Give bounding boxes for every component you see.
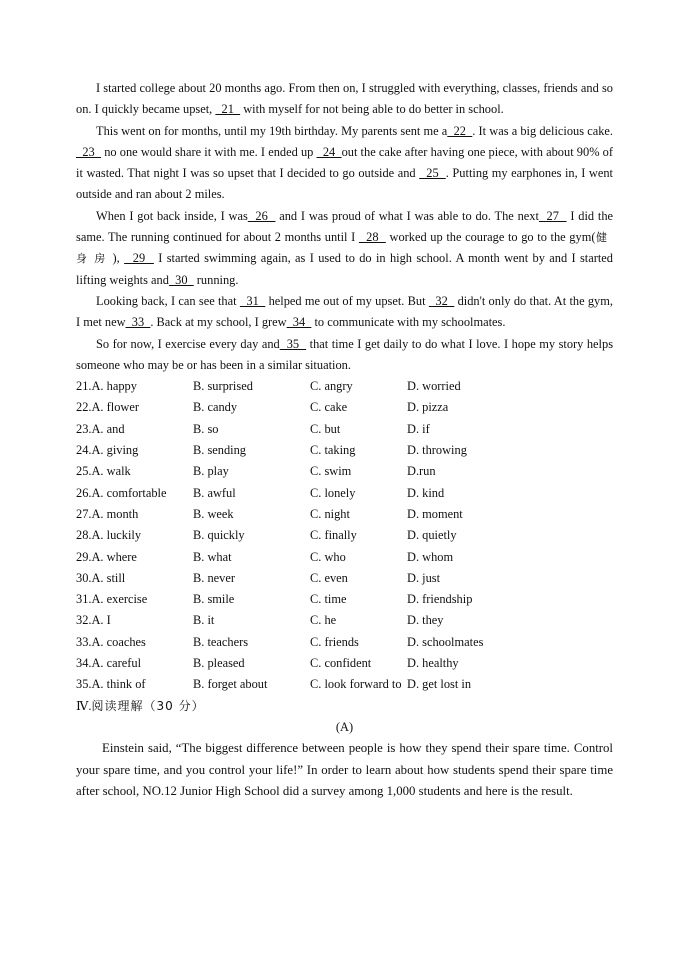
reading-passage: Einstein said, “The biggest difference between people is how they spend their spare time. Control your spare time, and you control your life!” In order to learn about how students spend their spare time after school, NO.12 Junior High School did a survey among 1,000 students and here is the result. (76, 741, 613, 798)
option-choice: C. friends (310, 634, 359, 649)
passage-text: I started swimming again, as I used to do in high school. A month went by and I started lifting weights and (76, 251, 614, 287)
option-choice: B. play (193, 464, 229, 479)
option-choice: 23.A. and (76, 421, 125, 436)
option-choice: 31.A. exercise (76, 592, 148, 607)
option-choice: D. get lost in (407, 677, 472, 692)
option-row (76, 525, 613, 546)
option-choice: B. quickly (193, 528, 245, 543)
option-choice: C. angry (310, 379, 353, 394)
option-row (76, 674, 613, 695)
option-row (76, 610, 613, 631)
passage-paragraph-2 (76, 121, 613, 206)
option-choice: 22.A. flower (76, 400, 139, 415)
passage-paragraph-3 (76, 206, 613, 291)
option-choice: D. quietly (407, 528, 457, 543)
blank-27: 27 (538, 208, 567, 223)
option-choice: B. it (193, 613, 215, 628)
passage-text: When I got back inside, I was (96, 208, 248, 223)
option-row (76, 504, 613, 525)
option-choice: B. forget about (193, 677, 268, 692)
option-choice: 33.A. coaches (76, 634, 146, 649)
blank-25: 25 (419, 166, 446, 181)
passage-text: that time I get daily to do what I love. I hope my story helps someone who may be or has been in a similar situation. (76, 336, 614, 372)
option-choice: D.run (407, 464, 436, 479)
passage-text: . It was a big delicious cake. (472, 123, 614, 138)
passage-text: worked up the courage to go to the gym( (385, 230, 596, 245)
option-choice: D. throwing (407, 443, 467, 458)
blank-34: 34 (286, 315, 312, 330)
option-choice: D. friendship (407, 592, 473, 607)
passage-paragraph-4 (76, 291, 613, 334)
reading-label: (A) (335, 719, 354, 734)
option-choice: D. healthy (407, 656, 459, 671)
option-row (76, 397, 613, 418)
passage-text: . Back at my school, I grew (150, 315, 287, 330)
option-choice: C. who (310, 549, 346, 564)
option-choice: D. if (407, 421, 430, 436)
option-row (76, 376, 613, 397)
passage-text: This went on for months, until my 19th birthday. My parents sent me a (96, 123, 448, 138)
option-choice: B. candy (193, 400, 238, 415)
passage-text: ), (112, 251, 125, 266)
option-choice: C. but (310, 421, 341, 436)
blank-33: 33 (125, 315, 151, 330)
option-choice: C. finally (310, 528, 357, 543)
option-choice: D. moment (407, 506, 463, 521)
option-choice: C. he (310, 613, 337, 628)
passage-text: I started college about 20 months ago. From then on, I struggled with everything, classes, friends and so on. I quickly became upset, (76, 81, 613, 117)
option-choice: 24.A. giving (76, 443, 139, 458)
option-choice: B. awful (193, 485, 236, 500)
section-number: Ⅳ. (76, 698, 92, 713)
option-choice: 30.A. still (76, 570, 126, 585)
blank-28: 28 (358, 230, 386, 245)
blank-22: 22 (447, 123, 473, 138)
blank-32: 32 (428, 293, 455, 308)
section-title: 阅读理解（30 分） (91, 698, 205, 713)
option-row (76, 461, 613, 482)
option-choice: B. smile (193, 592, 235, 607)
option-row (76, 589, 613, 610)
option-choice: B. surprised (193, 379, 253, 394)
option-choice: D. worried (407, 379, 461, 394)
option-choice: C. confident (310, 656, 372, 671)
passage-text: didn't only do that. At the gym, I met new (76, 293, 613, 330)
option-row (76, 653, 613, 674)
blank-21: 21 (215, 102, 241, 117)
blank-23: 23 (76, 144, 102, 159)
blank-31: 31 (239, 293, 266, 308)
passage-text: helped me out of my upset. But (265, 293, 429, 308)
option-row (76, 483, 613, 504)
passage-text: . Putting my earphones in, I went outside and ran about 2 miles. (76, 166, 613, 202)
option-choice: D. they (407, 613, 444, 628)
option-choice: D. whom (407, 549, 454, 564)
answer-options (76, 376, 613, 695)
exam-page (76, 78, 613, 802)
blank-26: 26 (247, 208, 276, 223)
passage-text: with myself for not being able to do better in school. (240, 102, 504, 117)
passage-text: to communicate with my schoolmates. (311, 315, 506, 330)
option-choice: B. what (193, 549, 232, 564)
option-choice: B. teachers (193, 634, 249, 649)
passage-text: So for now, I exercise every day and (96, 336, 280, 351)
blank-30: 30 (168, 272, 194, 287)
passage-text: no one would share it with me. I ended up (101, 144, 317, 159)
section-heading (76, 696, 613, 717)
passage-text: Looking back, I can see that (96, 293, 240, 308)
option-choice: B. never (193, 570, 235, 585)
option-choice: B. week (193, 506, 234, 521)
passage-text: out the cake after having one piece, with about 90% of it wasted. That night I was so upset that I decided to go outside and (76, 144, 613, 181)
option-choice: D. pizza (407, 400, 449, 415)
passage-text: running. (193, 272, 239, 287)
option-choice: C. night (310, 506, 350, 521)
option-row (76, 547, 613, 568)
option-choice: C. taking (310, 443, 356, 458)
option-choice: 29.A. where (76, 549, 137, 564)
passage-paragraph-5 (76, 334, 613, 377)
option-choice: C. swim (310, 464, 352, 479)
option-choice: C. even (310, 570, 348, 585)
blank-29: 29 (124, 251, 154, 266)
blank-35: 35 (279, 336, 307, 351)
option-row (76, 440, 613, 461)
option-choice: 26.A. comfortable (76, 485, 167, 500)
option-choice: 21.A. happy (76, 379, 137, 394)
passage-text: I did the same. The running continued for about 2 months until I (76, 208, 614, 245)
gym-annotation: 健身房 (76, 231, 614, 266)
option-choice: 32.A. I (76, 613, 111, 628)
option-choice: 28.A. luckily (76, 528, 142, 543)
option-choice: C. time (310, 592, 347, 607)
option-choice: B. pleased (193, 656, 245, 671)
passage-text: and I was proud of what I was able to do. The next (275, 208, 539, 223)
option-choice: C. look forward to (310, 677, 402, 692)
option-choice: B. sending (193, 443, 247, 458)
option-row (76, 419, 613, 440)
option-row (76, 568, 613, 589)
option-row (76, 632, 613, 653)
option-choice: C. lonely (310, 485, 356, 500)
option-choice: B. so (193, 421, 219, 436)
option-choice: 35.A. think of (76, 677, 146, 692)
option-choice: 27.A. month (76, 506, 139, 521)
option-choice: D. just (407, 570, 441, 585)
option-choice: 25.A. walk (76, 464, 131, 479)
option-choice: C. cake (310, 400, 348, 415)
option-choice: 34.A. careful (76, 656, 142, 671)
option-choice: D. kind (407, 485, 445, 500)
blank-24: 24 (316, 144, 342, 159)
option-choice: D. schoolmates (407, 634, 484, 649)
passage-paragraph-1 (76, 78, 613, 121)
